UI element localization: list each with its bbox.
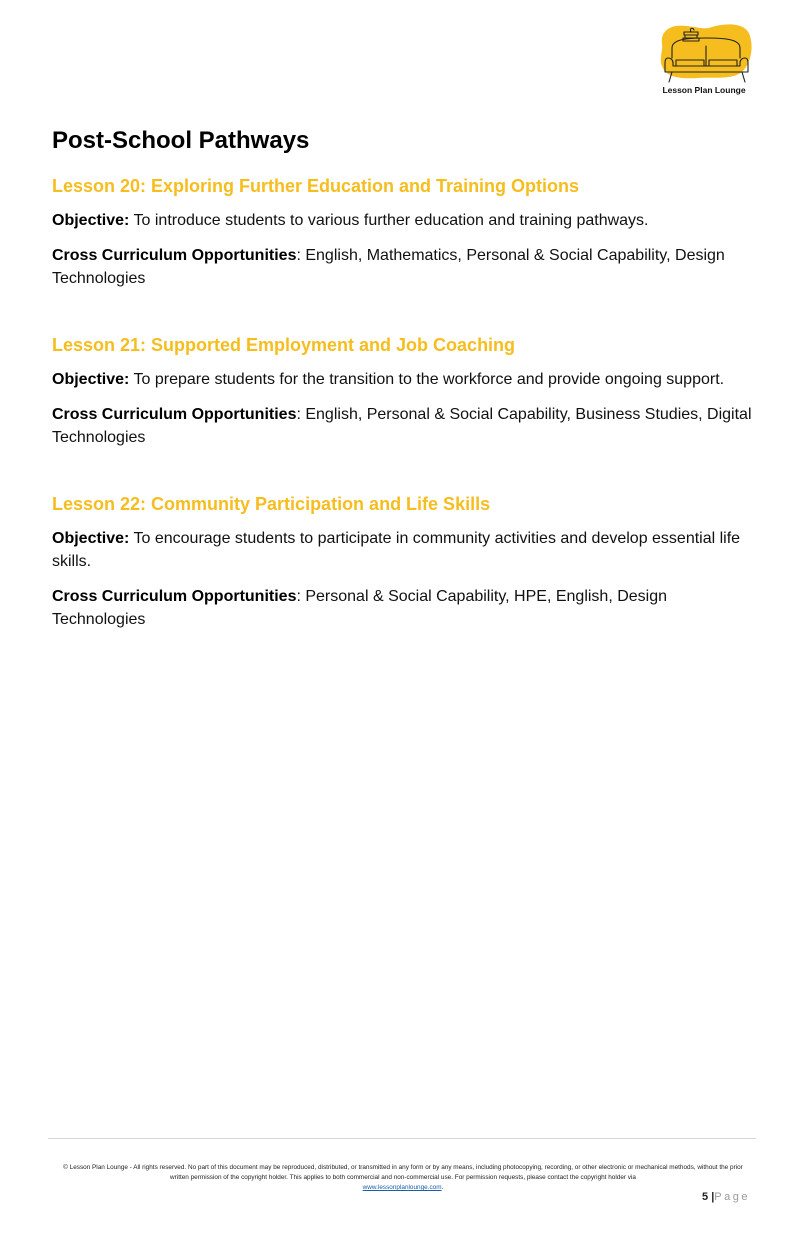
objective-text: To introduce students to various further education and training pathways. [129,212,649,229]
page-number [702,1191,750,1203]
lesson-title: Lesson 22: Community Participation and Life Skills [52,494,491,514]
lesson-section [52,492,752,631]
lesson-objective [52,368,752,391]
lesson-title: Lesson 20: Exploring Further Education and Training Options [52,176,580,196]
objective-text: To prepare students for the transition to the workforce and provide ongoing support. [129,371,725,388]
page-title: Post-School Pathways [52,127,310,154]
lesson-cross-curriculum [52,585,752,631]
lesson-plan-lounge-logo [654,22,754,98]
objective-text: To encourage students to participate in community activities and develop essential life skills. [52,530,741,570]
cross-curriculum-label: Cross Curriculum Opportunities [52,406,297,423]
footer-divider [48,1138,756,1139]
document-body [52,124,752,643]
cross-curriculum-text: : English, Mathematics, Personal & Social Capability, Design Technologies [52,247,725,287]
page-label: Page [714,1191,750,1203]
link-suffix: . [441,1184,444,1191]
page-number-separator: | [711,1191,715,1203]
cross-curriculum-text: : Personal & Social Capability, HPE, English, Design Technologies [52,588,668,628]
footer-copyright [56,1163,750,1193]
lesson-cross-curriculum [52,244,752,290]
logo-text: Lesson Plan Lounge [662,85,746,95]
lesson-cross-curriculum [52,403,752,449]
lesson-section [52,333,752,449]
lesson-objective [52,209,752,232]
cross-curriculum-label: Cross Curriculum Opportunities [52,588,297,605]
lesson-title: Lesson 21: Supported Employment and Job Coaching [52,335,516,355]
objective-label: Objective: [52,371,130,388]
copyright-notice: © Lesson Plan Lounge - All rights reserved. No part of this document may be reproduced, distributed, or transmitted in any form or by any means, including photocopying, recording, or other electronic or mechanical methods, without the prior written permission of the copyright holder. This applies to both commercial and non-commercial use. For permission requests, please contact the copyright holder via [63,1164,743,1181]
page-number-value: 5 [702,1191,709,1203]
lesson-section [52,174,752,290]
website-link[interactable]: www.lessonplanlounge.com [362,1184,442,1191]
objective-label: Objective: [52,212,130,229]
lesson-objective [52,527,752,573]
cross-curriculum-label: Cross Curriculum Opportunities [52,247,297,264]
cross-curriculum-text: : English, Personal & Social Capability, Business Studies, Digital Technologies [52,406,752,446]
objective-label: Objective: [52,530,130,547]
sofa-with-books-icon [654,22,754,86]
